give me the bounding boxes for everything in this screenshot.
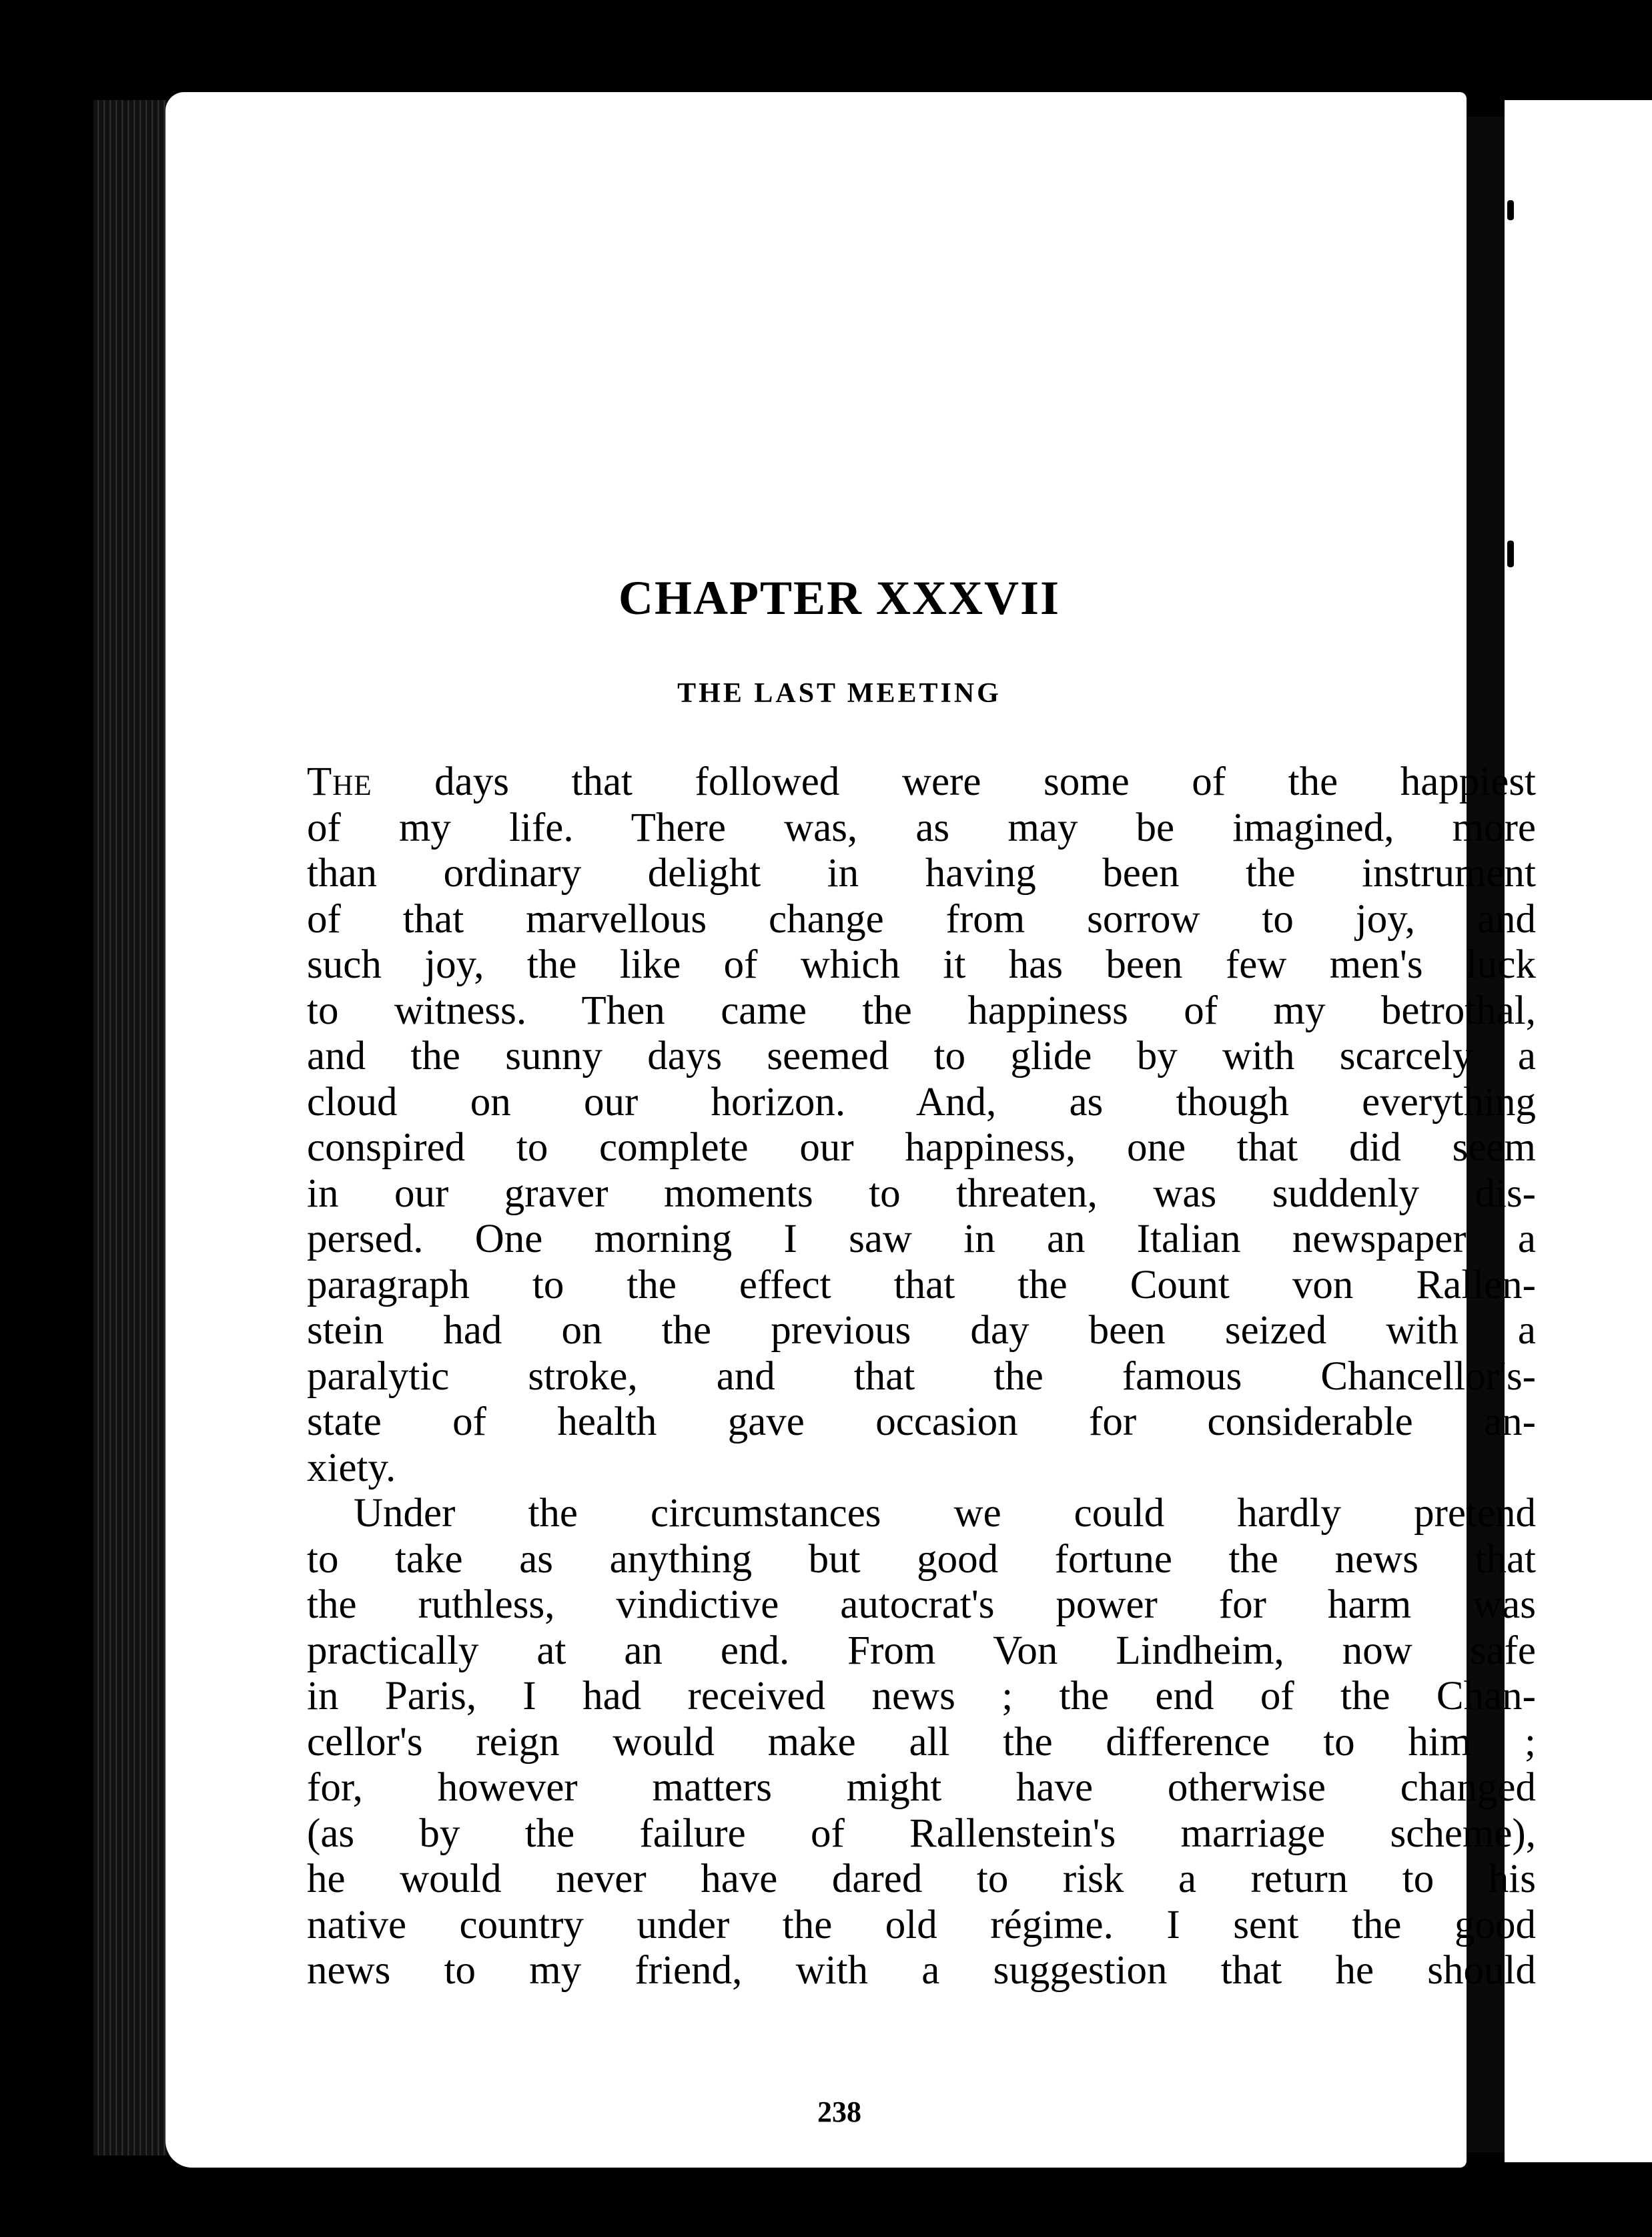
text-line: in Paris, I had received news ; the end of the Chan-: [307, 1674, 1536, 1718]
text-line: to take as anything but good fortune the news that: [307, 1536, 1536, 1582]
text-line: stein had on the previous day been seized with a: [307, 1308, 1536, 1353]
text-line: cellor's reign would make all the difference to him ;: [307, 1719, 1536, 1765]
left-page-edges: [93, 100, 167, 2156]
text-line: paragraph to the effect that the Count von Rallen-: [307, 1262, 1536, 1307]
chapter-subtitle: THE LAST MEETING: [677, 678, 1001, 709]
text-line: such joy, the like of which it has been few men's luck: [307, 942, 1536, 987]
text-line: of my life. There was, as may be imagined, more: [307, 805, 1536, 850]
text-line: cloud on our horizon. And, as though everything: [307, 1079, 1536, 1125]
page-number: 238: [817, 2096, 861, 2128]
scan-top-edge: [0, 0, 1652, 87]
body-text: [307, 759, 1536, 1994]
text-line: practically at an end. From Von Lindheim, now safe: [307, 1628, 1536, 1673]
text-line: Under the circumstances we could hardly pretend: [354, 1491, 1536, 1536]
text-line: persed. One morning I saw in an Italian newspaper a: [307, 1217, 1536, 1261]
text-line: news to my friend, with a suggestion that he should: [307, 1948, 1536, 1993]
text-line: conspired to complete our happiness, one that did seem: [307, 1125, 1536, 1170]
text-line: and the sunny days seemed to glide by with scarcely a: [307, 1034, 1536, 1078]
text-line: [307, 759, 1536, 806]
text-line: native country under the old régime. I sent the good: [307, 1902, 1536, 1947]
text-line: than ordinary delight in having been the instrument: [307, 851, 1536, 896]
book-page: [165, 92, 1536, 2168]
drop-lead-word: The: [307, 759, 372, 804]
text-line: for, however matters might have otherwise changed: [307, 1765, 1536, 1810]
text-line: the ruthless, vindictive autocrat's power for harm was: [307, 1582, 1536, 1627]
text-line: he would never have dared to risk a return to his: [307, 1857, 1536, 1901]
text-line: (as by the failure of Rallenstein's marriage scheme),: [307, 1811, 1536, 1856]
paragraph: [307, 759, 1536, 1491]
chapter-title: CHAPTER XXXVII: [618, 571, 1061, 625]
text-line: of that marvellous change from sorrow to joy, and: [307, 896, 1536, 942]
text-line-content: days that followed were some of the happiest: [372, 759, 1536, 804]
text-line: in our graver moments to threaten, was suddenly dis-: [307, 1171, 1536, 1216]
text-line: paralytic stroke, and that the famous Chancellor's-: [307, 1353, 1536, 1399]
facing-page-mark: [1507, 541, 1514, 567]
paragraph: [307, 1491, 1536, 1994]
text-line: xiety.: [307, 1445, 396, 1490]
text-line: to witness. Then came the happiness of my betrothal,: [307, 988, 1536, 1033]
text-line: state of health gave occasion for considerable an-: [307, 1399, 1536, 1444]
facing-page-mark: [1507, 200, 1514, 220]
